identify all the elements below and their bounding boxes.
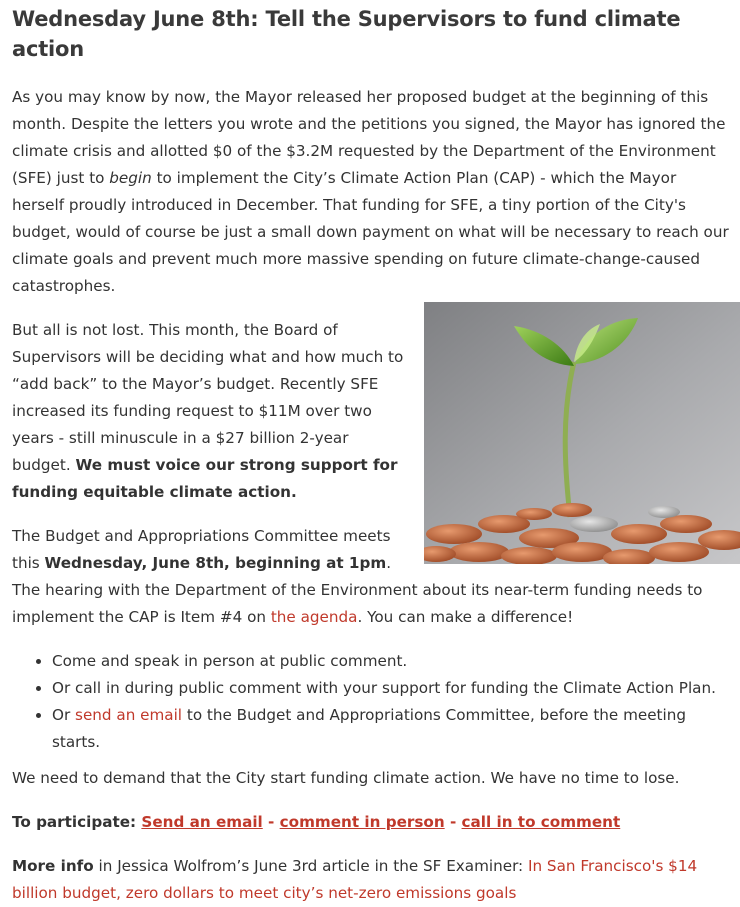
demand-paragraph: We need to demand that the City start funding climate action. We have no time to lose. (12, 769, 680, 787)
intro-paragraph (12, 84, 730, 300)
list-item (52, 702, 730, 756)
intro-emphasis: begin (109, 169, 152, 187)
participate-label: To participate: (12, 813, 142, 831)
seedling-coins-photo (424, 302, 740, 564)
supervisors-bold: We must voice our strong support for funding equitable climate action. (12, 456, 398, 501)
seedling-on-coins-photo-icon (424, 302, 740, 564)
send-email-link[interactable]: send an email (75, 706, 183, 724)
committee-text-b: . The hearing with the Department of the Environment about its near-term funding needs to implement the CAP is Item #4 on (12, 554, 703, 626)
list-item: • Come and speak in person at public comment. (52, 648, 730, 675)
participate-call-link[interactable]: call in to comment (461, 813, 621, 831)
more-info-label: More info (12, 857, 94, 875)
intro-text-b: to implement the City’s Climate Action Plan (CAP) - which the Mayor herself proudly introduced in December. That funding for SFE, a tiny portion of the City's budget, would of course be just a small down payment on what will be necessary to reach our climate goals and prevent much more massive spending on future climate-change-caused catastrophes. (12, 169, 729, 295)
bullet3-pre: Or (52, 706, 76, 724)
participate-separator: - (262, 813, 280, 831)
examiner-article-link[interactable]: In San Francisco's $14 billion budget, zero dollars to meet city’s net-zero emissions goals (12, 857, 698, 902)
participate-separator: - (444, 813, 462, 831)
more-info-text: in Jessica Wolfrom’s June 3rd article in the SF Examiner: (93, 857, 528, 875)
action-list (12, 648, 730, 756)
more-info-paragraph (12, 853, 730, 907)
article (12, 0, 730, 907)
participate-email-link[interactable]: Send an email (141, 813, 263, 831)
intro-text-a: As you may know by now, the Mayor released her proposed budget at the beginning of this month. Despite the letters you wrote and the petitions you signed, the Mayor has ignored the climate crisis and allotted $0 of the $3.2M requested by the Department of the Environment (SFE) just to (12, 88, 726, 187)
list-item: • Or call in during public comment with your support for funding the Climate Action Plan. (52, 675, 730, 702)
agenda-link[interactable]: the agenda (270, 608, 358, 626)
participate-in-person-link[interactable]: comment in person (279, 813, 445, 831)
bullet3-post: to the Budget and Appropriations Committee, before the meeting starts. (52, 706, 686, 751)
article-title: Wednesday June 8th: Tell the Supervisors to fund climate action (12, 7, 681, 61)
supervisors-text: But all is not lost. This month, the Board of Supervisors will be deciding what and how much to “add back” to the Mayor’s budget. Recently SFE increased its funding request to $11M over two years - still minuscule in a $27 billion 2-year budget. (12, 321, 404, 474)
committee-text-a: The Budget and Appropriations Committee meets this (12, 527, 391, 572)
meeting-date-bold: Wednesday, June 8th, beginning at 1pm (44, 554, 387, 572)
committee-text-c: . You can make a difference! (357, 608, 574, 626)
